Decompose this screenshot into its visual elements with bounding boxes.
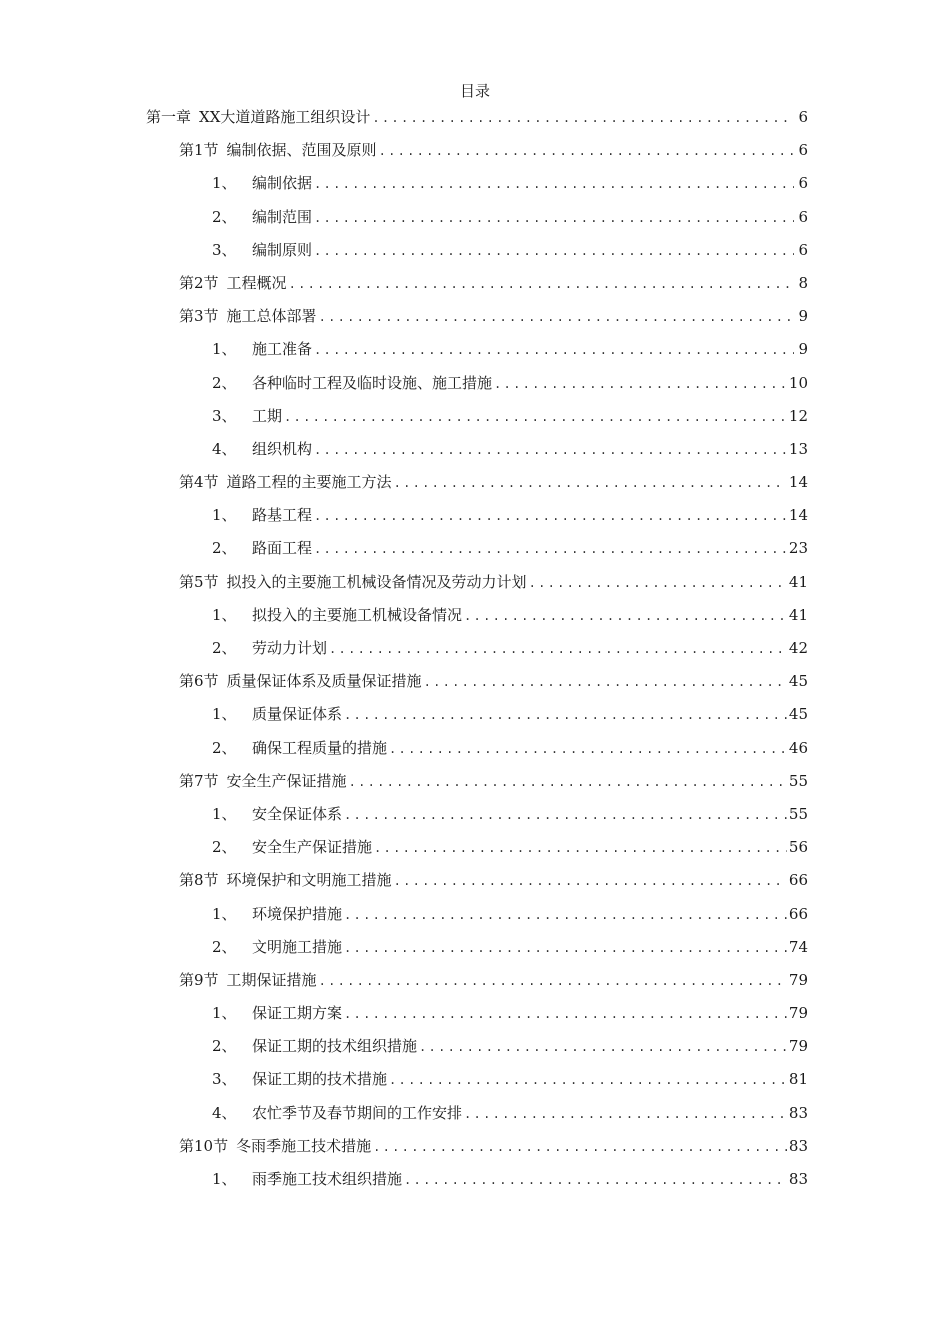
toc-entry-page-number: 83 [788, 1170, 808, 1188]
toc-entry-title: 施工准备 [252, 340, 313, 359]
toc-entry[interactable] [146, 603, 808, 636]
toc-entry-number: 第10节 [179, 1136, 229, 1155]
toc-entry[interactable] [146, 968, 808, 1001]
toc-entry-number: 1、 [212, 1170, 237, 1188]
toc-entry-title: 路面工程 [252, 539, 313, 558]
toc-entry[interactable] [146, 902, 808, 935]
toc-entry-title: 路基工程 [252, 506, 313, 525]
toc-entry[interactable] [146, 669, 808, 702]
toc-dot-leader [529, 571, 787, 595]
toc-entry-title: 环境保护措施 [252, 904, 343, 923]
toc-entry-title: 文明施工措施 [252, 937, 343, 956]
toc-entry[interactable] [146, 636, 808, 669]
toc-entry-page-number: 46 [788, 738, 808, 757]
toc-entry[interactable] [146, 868, 808, 901]
toc-entry-title: 农忙季节及春节期间的工作安排 [252, 1103, 463, 1122]
toc-entry-number: 3、 [212, 240, 237, 259]
toc-entry-number: 2、 [212, 539, 237, 558]
toc-entry[interactable] [146, 105, 808, 138]
toc-entry[interactable] [146, 1167, 808, 1200]
toc-entry-number: 1、 [212, 605, 237, 624]
toc-entry-title: 各种临时工程及临时设施、施工措施 [252, 373, 493, 392]
toc-entry-page-number: 8 [798, 273, 808, 292]
toc-entry-number: 3、 [212, 1070, 237, 1089]
toc-entry-page-number: 14 [788, 506, 808, 525]
toc-dot-leader [373, 1135, 787, 1159]
toc-entry-title: 安全保证体系 [252, 804, 343, 823]
toc-entry-page-number: 6 [798, 207, 808, 226]
toc-entry-page-number: 9 [798, 307, 808, 326]
toc-entry-title: 质量保证体系及质量保证措施 [226, 672, 422, 691]
toc-entry-number: 1、 [212, 340, 237, 359]
toc-dot-leader [314, 239, 794, 263]
toc-entry-title: 编制原则 [252, 240, 313, 259]
toc-entry[interactable] [146, 205, 808, 238]
toc-entry-number: 2、 [212, 639, 237, 657]
toc-entry-page-number: 10 [788, 373, 808, 392]
toc-entry-title: 冬雨季施工技术措施 [236, 1136, 372, 1155]
toc-entry[interactable] [146, 437, 808, 470]
toc-entry[interactable] [146, 1067, 808, 1100]
toc-entry-page-number: 79 [788, 1004, 808, 1023]
toc-entry-number: 1、 [212, 506, 237, 525]
toc-entry-number: 2、 [212, 937, 237, 956]
toc-dot-leader [394, 869, 787, 893]
toc-entry[interactable] [146, 536, 808, 569]
toc-entry-title: 保证工期方案 [252, 1004, 343, 1023]
toc-entry-number: 2、 [212, 738, 237, 757]
toc-entry-page-number: 55 [788, 804, 808, 823]
toc-dot-leader [344, 1002, 787, 1026]
toc-entry-page-number: 6 [798, 174, 808, 193]
toc-entry-title: 拟投入的主要施工机械设备情况 [252, 605, 463, 624]
toc-entry-title: XX大道道路施工组织设计 [199, 108, 371, 126]
toc-entry-number: 4、 [212, 439, 237, 458]
toc-dot-leader [344, 936, 787, 960]
toc-entry-page-number: 6 [798, 141, 808, 160]
toc-entry-number: 1、 [212, 904, 237, 923]
toc-entry[interactable] [146, 570, 808, 603]
toc-dot-leader [314, 172, 794, 196]
toc-entry-page-number: 83 [788, 1103, 808, 1122]
toc-entry-page-number: 41 [788, 605, 808, 624]
toc-dot-leader [379, 139, 794, 163]
toc-entry-number: 2、 [212, 207, 237, 226]
toc-dot-leader [424, 670, 787, 694]
toc-dot-leader [344, 703, 787, 727]
toc-dot-leader [389, 737, 787, 761]
toc-entry-title: 安全生产保证措施 [226, 771, 347, 790]
toc-dot-leader [314, 438, 787, 462]
toc-entry-title: 编制依据 [252, 174, 313, 193]
toc-entry-number: 1、 [212, 804, 237, 823]
toc-entry-number: 第1节 [179, 141, 219, 160]
toc-entry-number: 4、 [212, 1103, 237, 1122]
toc-entry-number: 第4节 [179, 473, 219, 492]
toc-entry-title: 保证工期的技术措施 [252, 1070, 388, 1089]
toc-entry-title: 工期 [252, 406, 283, 425]
toc-entry[interactable] [146, 1034, 808, 1067]
toc-entry[interactable] [146, 702, 808, 735]
toc-entry-number: 3、 [212, 406, 237, 425]
toc-entry-title: 环境保护和文明施工措施 [226, 871, 392, 890]
toc-entry-page-number: 14 [788, 473, 808, 492]
toc-entry-page-number: 42 [788, 639, 808, 657]
toc-entry-title: 编制依据、范围及原则 [226, 141, 377, 160]
toc-entry[interactable] [146, 404, 808, 437]
toc-entry-title: 工程概况 [226, 273, 287, 292]
toc-entry-page-number: 13 [788, 439, 808, 458]
toc-entry-page-number: 74 [788, 937, 808, 956]
toc-entry-page-number: 45 [788, 705, 808, 724]
toc-entry[interactable] [146, 736, 808, 769]
toc-dot-leader [394, 471, 787, 495]
toc-entry-title: 保证工期的技术组织措施 [252, 1037, 418, 1056]
toc-entry-title: 组织机构 [252, 439, 313, 458]
toc-entry-page-number: 79 [788, 1037, 808, 1056]
toc-entry[interactable] [146, 271, 808, 304]
toc-dot-leader [374, 836, 787, 860]
toc-entry-title: 工期保证措施 [226, 970, 317, 989]
toc-entry-title: 雨季施工技术组织措施 [252, 1170, 403, 1188]
toc-dot-leader [344, 803, 787, 827]
toc-entry-page-number: 66 [788, 904, 808, 923]
toc-entry-number: 1、 [212, 705, 237, 724]
toc-entry-number: 2、 [212, 1037, 237, 1056]
toc-entry[interactable] [146, 802, 808, 835]
page-title: 目录 [459, 82, 490, 100]
toc-entry-page-number: 12 [788, 406, 808, 425]
toc-dot-leader [314, 504, 787, 528]
toc-entry-page-number: 41 [788, 572, 808, 591]
toc-dot-leader [344, 903, 787, 927]
toc-entry-number: 第9节 [179, 970, 219, 989]
toc-entry-page-number: 23 [788, 539, 808, 558]
toc-dot-leader [319, 969, 787, 993]
toc-entry-page-number: 6 [798, 108, 808, 126]
toc-entry[interactable] [146, 503, 808, 536]
toc-entry[interactable] [146, 1101, 808, 1134]
toc-entry[interactable] [146, 138, 808, 171]
toc-entry-number: 第5节 [179, 572, 219, 591]
toc-entry[interactable] [146, 470, 808, 503]
toc-dot-leader [464, 604, 787, 628]
toc-entry-title: 质量保证体系 [252, 705, 343, 724]
toc-entry-number: 1、 [212, 1004, 237, 1023]
toc-dot-leader [329, 637, 787, 661]
toc-entry[interactable] [146, 1001, 808, 1034]
toc-entry-title: 编制范围 [252, 207, 313, 226]
toc-entry[interactable] [146, 835, 808, 868]
toc-entry-title: 道路工程的主要施工方法 [226, 473, 392, 492]
toc-entry[interactable] [146, 304, 808, 337]
toc-entry-number: 1、 [212, 174, 237, 193]
toc-entry-page-number: 56 [788, 838, 808, 857]
toc-dot-leader [319, 305, 794, 329]
toc-entry-page-number: 9 [798, 340, 808, 359]
table-of-contents [146, 105, 808, 1200]
toc-entry-number: 2、 [212, 373, 237, 392]
toc-dot-leader [349, 770, 787, 794]
toc-dot-leader [289, 272, 794, 296]
toc-entry-title: 安全生产保证措施 [252, 838, 373, 857]
toc-entry-page-number: 6 [798, 240, 808, 259]
toc-entry-page-number: 81 [788, 1070, 808, 1089]
toc-dot-leader [314, 338, 794, 362]
toc-entry-title: 施工总体部署 [226, 307, 317, 326]
toc-entry[interactable] [146, 769, 808, 802]
toc-dot-leader [494, 372, 787, 396]
toc-entry-number: 第8节 [179, 871, 219, 890]
toc-dot-leader [464, 1102, 787, 1126]
toc-dot-leader [404, 1168, 787, 1192]
toc-entry-title: 拟投入的主要施工机械设备情况及劳动力计划 [226, 572, 527, 591]
toc-entry-number: 第3节 [179, 307, 219, 326]
toc-entry-number: 第7节 [179, 771, 219, 790]
toc-entry-title: 确保工程质量的措施 [252, 738, 388, 757]
toc-dot-leader [389, 1068, 787, 1092]
toc-entry-page-number: 55 [788, 771, 808, 790]
toc-entry[interactable] [146, 935, 808, 968]
toc-entry-page-number: 45 [788, 672, 808, 691]
toc-entry[interactable] [146, 238, 808, 271]
toc-dot-leader [314, 206, 794, 230]
toc-entry-page-number: 66 [788, 871, 808, 890]
toc-dot-leader [372, 106, 794, 130]
toc-entry-number: 第6节 [179, 672, 219, 691]
toc-entry[interactable] [146, 371, 808, 404]
toc-dot-leader [314, 537, 787, 561]
toc-dot-leader [284, 405, 787, 429]
toc-entry-page-number: 83 [788, 1136, 808, 1155]
toc-entry[interactable] [146, 171, 808, 204]
toc-entry-number: 第2节 [179, 273, 219, 292]
toc-entry[interactable] [146, 1134, 808, 1167]
toc-dot-leader [419, 1035, 787, 1059]
toc-entry[interactable] [146, 337, 808, 370]
toc-entry-number: 2、 [212, 838, 237, 857]
toc-entry-number: 第一章 [146, 108, 192, 126]
toc-entry-page-number: 79 [788, 970, 808, 989]
toc-entry-title: 劳动力计划 [252, 639, 328, 657]
